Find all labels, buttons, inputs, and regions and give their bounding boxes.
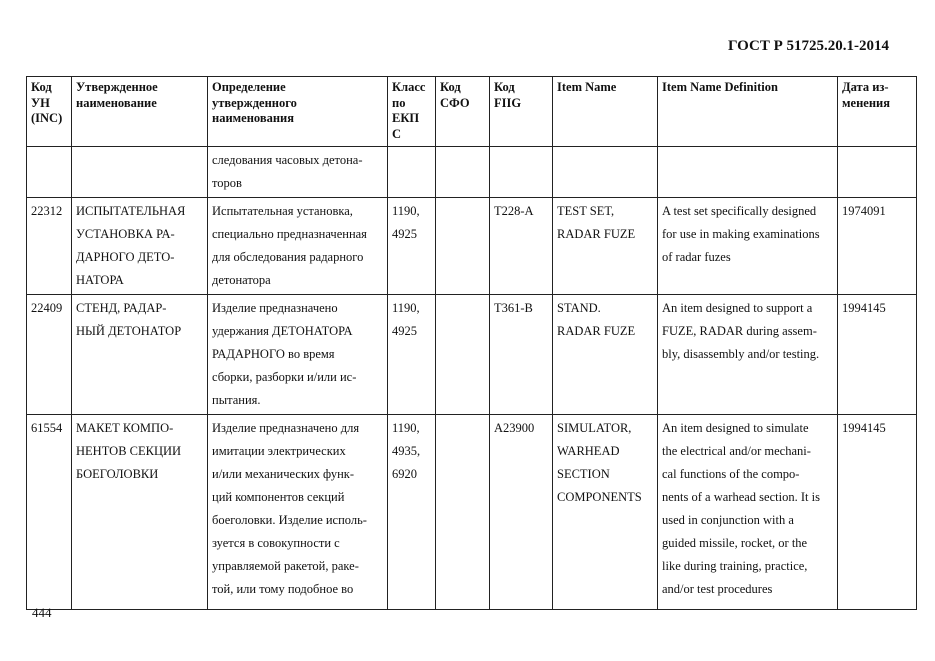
table-row: [27, 415, 917, 610]
header-sfo-code: [436, 77, 490, 147]
header-approved-name: [72, 77, 208, 147]
ekp-class-cell: [388, 147, 436, 198]
item-name-definition-cell: [658, 147, 838, 198]
cell-line: used in conjunction with a: [662, 513, 794, 527]
cell-line: удержания ДЕТОНАТОРА: [212, 324, 353, 338]
ekp-class-cell: [388, 295, 436, 415]
cell-line: сборки, разборки и/или ис-: [212, 370, 357, 384]
change-date-cell: [838, 147, 917, 198]
fiig-code-cell: [490, 147, 553, 198]
cell-line: управляемой ракетой, раке-: [212, 559, 359, 573]
cell-line: cal functions of the compo-: [662, 467, 800, 481]
sfo-code-cell: [436, 295, 490, 415]
cell-line: WARHEAD: [557, 444, 620, 458]
cell-line: Изделие предназначено: [212, 301, 338, 315]
inc-cell: [27, 147, 72, 198]
cell-line: An item designed to simulate: [662, 421, 809, 435]
inc-cell: 22409: [27, 295, 72, 415]
cell-line: 4935,: [392, 444, 421, 458]
cell-line: FIIG: [494, 95, 522, 110]
header-ekp-class: [388, 77, 436, 147]
cell-line: УН: [31, 95, 50, 110]
cell-line: Утвержденное: [76, 80, 158, 94]
cell-line: НАТОРА: [76, 273, 124, 287]
cell-line: специально предназначенная: [212, 227, 367, 241]
cell-line: A test set specifically designed: [662, 204, 817, 218]
cell-line: SIMULATOR,: [557, 421, 632, 435]
cell-line: утвержденного: [212, 95, 297, 110]
change-date-cell: 1994145: [838, 295, 917, 415]
sfo-code-cell: [436, 415, 490, 610]
cell-line: ЕКП: [392, 111, 420, 125]
cell-line: COMPONENTS: [557, 490, 642, 504]
item-name-definition-cell: [658, 415, 838, 610]
cell-line: УСТАНОВКА РА-: [76, 227, 175, 241]
cell-line: Код: [494, 80, 515, 94]
cell-line: МАКЕТ КОМПО-: [76, 421, 174, 435]
cell-line: той, или тому подобное во: [212, 582, 354, 596]
definition-cell: [208, 295, 388, 415]
cell-line: СТЕНД, РАДАР-: [76, 301, 167, 315]
cell-line: STAND.: [557, 301, 601, 315]
fiig-code-cell: A23900: [490, 415, 553, 610]
header-fiig-code: [490, 77, 553, 147]
header-inc: [27, 77, 72, 147]
cell-line: bly, disassembly and/or testing.: [662, 347, 820, 361]
item-name-cell: [553, 198, 658, 295]
page-number: 444: [32, 605, 52, 620]
definition-cell: [208, 198, 388, 295]
cell-line: SECTION: [557, 467, 610, 481]
cell-line: БОЕГОЛОВКИ: [76, 467, 159, 481]
cell-line: и/или механических функ-: [212, 467, 355, 481]
document-title: ГОСТ Р 51725.20.1-2014: [727, 38, 889, 54]
cell-line: наименование: [76, 95, 157, 110]
cell-line: СФО: [440, 95, 470, 110]
cell-line: 1190,: [392, 204, 420, 218]
table-row: [27, 295, 917, 415]
cell-line: НЕНТОВ СЕКЦИИ: [76, 444, 182, 458]
cell-line: НЫЙ ДЕТОНАТОР: [76, 324, 182, 338]
cell-line: торов: [212, 176, 242, 190]
table-row: [27, 147, 917, 198]
ekp-class-cell: [388, 415, 436, 610]
cell-line: детонатора: [212, 273, 271, 287]
cell-line: and/or test procedures: [662, 582, 773, 596]
cell-line: РАДАРНОГО во время: [212, 347, 335, 361]
approved-name-cell: [72, 198, 208, 295]
cell-line: Дата из-: [842, 80, 889, 94]
cell-line: по: [392, 95, 406, 110]
header-row: [27, 77, 917, 147]
fiig-code-cell: T361-B: [490, 295, 553, 415]
fiig-code-cell: T228-A: [490, 198, 553, 295]
cell-line: 1190,: [392, 421, 420, 435]
cell-line: С: [392, 126, 402, 141]
cell-line: Испытательная установка,: [212, 204, 353, 218]
cell-line: боеголовки. Изделие исполь-: [212, 513, 367, 527]
cell-line: (INC): [31, 111, 63, 125]
cell-line: менения: [842, 95, 890, 110]
cell-line: FUZE, RADAR during assem-: [662, 324, 817, 338]
cell-line: Item Name: [557, 80, 617, 94]
cell-line: TEST SET,: [557, 204, 615, 218]
header-change-date: [838, 77, 917, 147]
definition-cell: [208, 415, 388, 610]
catalog-table: [26, 76, 917, 610]
inc-cell: 61554: [27, 415, 72, 610]
cell-line: RADAR FUZE: [557, 324, 636, 338]
approved-name-cell: [72, 415, 208, 610]
cell-line: 1190,: [392, 301, 420, 315]
header-item-name-definition: [658, 77, 838, 147]
cell-line: Изделие предназначено для: [212, 421, 360, 435]
cell-line: like during training, practice,: [662, 559, 808, 573]
cell-line: Определение: [212, 80, 286, 94]
cell-line: имитации электрических: [212, 444, 346, 458]
cell-line: пытания.: [212, 393, 261, 407]
header-item-name: [553, 77, 658, 147]
sfo-code-cell: [436, 147, 490, 198]
cell-line: ДАРНОГО ДЕТО-: [76, 250, 175, 264]
cell-line: зуется в совокупности с: [212, 536, 340, 550]
cell-line: Item Name Definition: [662, 80, 778, 94]
change-date-cell: 1974091: [838, 198, 917, 295]
table-row: [27, 198, 917, 295]
cell-line: 4925: [392, 324, 417, 338]
cell-line: the electrical and/or mechani-: [662, 444, 811, 458]
approved-name-cell: [72, 147, 208, 198]
definition-cell: [208, 147, 388, 198]
cell-line: следования часовых детона-: [212, 153, 363, 167]
cell-line: Класс: [392, 80, 426, 94]
change-date-cell: 1994145: [838, 415, 917, 610]
item-name-cell: [553, 147, 658, 198]
cell-line: для обследования радарного: [212, 250, 364, 264]
cell-line: Код: [440, 80, 461, 94]
approved-name-cell: [72, 295, 208, 415]
cell-line: наименования: [212, 111, 295, 125]
item-name-definition-cell: [658, 198, 838, 295]
cell-line: 4925: [392, 227, 417, 241]
sfo-code-cell: [436, 198, 490, 295]
header-definition: [208, 77, 388, 147]
cell-line: ций компонентов секций: [212, 490, 345, 504]
cell-line: guided missile, rocket, or the: [662, 536, 808, 550]
item-name-cell: [553, 295, 658, 415]
cell-line: Код: [31, 80, 52, 94]
cell-line: 6920: [392, 467, 417, 481]
cell-line: of radar fuzes: [662, 250, 731, 264]
cell-line: RADAR FUZE: [557, 227, 636, 241]
cell-line: An item designed to support a: [662, 301, 813, 315]
cell-line: for use in making examinations: [662, 227, 820, 241]
ekp-class-cell: [388, 198, 436, 295]
cell-line: nents of a warhead section. It is: [662, 490, 820, 504]
cell-line: ИСПЫТАТЕЛЬНАЯ: [76, 204, 186, 218]
inc-cell: 22312: [27, 198, 72, 295]
item-name-cell: [553, 415, 658, 610]
item-name-definition-cell: [658, 295, 838, 415]
